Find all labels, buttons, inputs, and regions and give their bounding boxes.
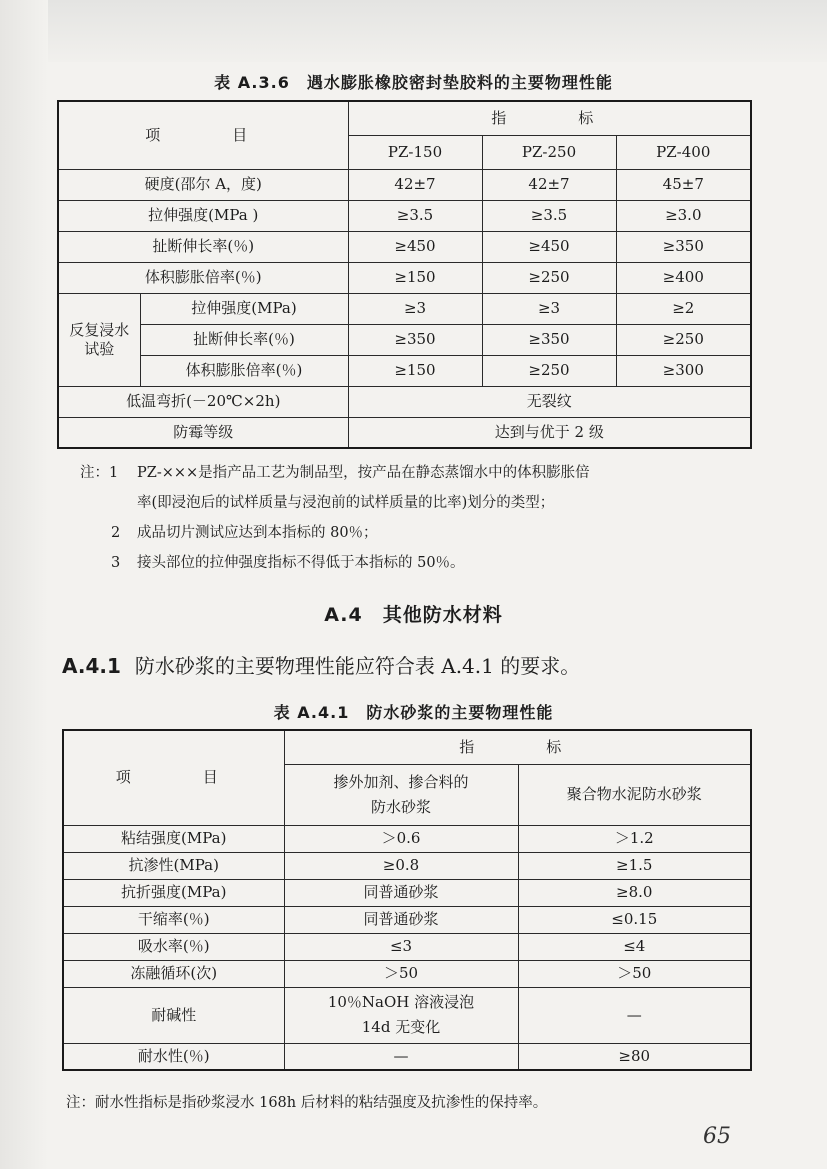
table1 <box>57 100 752 449</box>
table2-cell: ≥8.0 <box>518 879 751 906</box>
table1-cell: ≥250 <box>616 324 751 355</box>
group-label-line: 试验 <box>84 339 115 358</box>
table2-header-index: 指 标 <box>284 730 751 764</box>
note-text: 成品切片测试应达到本指标的 80％； <box>137 525 378 541</box>
table1-caption: 表 A.3.6 遇水膨胀橡胶密封垫胶料的主要物理性能 <box>214 73 613 92</box>
group-label-line: 反复浸水 <box>69 320 130 339</box>
table2-cell: ≥80 <box>518 1043 751 1070</box>
table1-row-name: 体积膨胀倍率(％) <box>58 262 348 293</box>
table1-cell: ≥250 <box>482 262 616 293</box>
table2-cell: 同普通砂浆 <box>284 879 518 906</box>
table2-row-name: 冻融循环(次) <box>63 960 284 987</box>
table2-header-item: 项 目 <box>63 730 284 825</box>
table2-cell: ≤3 <box>284 933 518 960</box>
table2-cell: ＞0.6 <box>284 825 518 852</box>
table1-cell: ≥3 <box>482 293 616 324</box>
cell-line: 10％NaOH 溶液浸泡 <box>327 993 475 1012</box>
note-text: PZ-×××是指产品工艺为制品型，按产品在静态蒸馏水中的体积膨胀倍 <box>137 465 590 481</box>
table1-cell: ≥3.5 <box>348 200 482 231</box>
table1-row-name: 扯断伸长率(％) <box>140 324 348 355</box>
note-item <box>80 518 590 548</box>
table1-cell: ≥300 <box>616 355 751 386</box>
table1-row-name: 硬度(邵尔 A，度) <box>58 169 348 200</box>
note-item <box>80 548 590 578</box>
clause-paragraph <box>62 650 580 679</box>
table1-model: PZ-150 <box>348 135 482 169</box>
table1-notes <box>80 458 590 578</box>
table1-cell: ≥350 <box>348 324 482 355</box>
note-number: 3 <box>111 555 121 571</box>
table1-cell: 45±7 <box>616 169 751 200</box>
table2-row-name: 干缩率(％) <box>63 906 284 933</box>
scan-shadow-left <box>0 0 48 1169</box>
table1-cell: ≥450 <box>482 231 616 262</box>
table1-cell: ≥150 <box>348 355 482 386</box>
table1-cell: ≥3 <box>348 293 482 324</box>
table2-row-name: 耐碱性 <box>63 987 284 1043</box>
table2-cell: — <box>518 987 751 1043</box>
table1-cell: ≥400 <box>616 262 751 293</box>
table2-row-name: 吸水率(％) <box>63 933 284 960</box>
note-text: 注：耐水性指标是指砂浆浸水 168h 后材料的粘结强度及抗渗性的保持率。 <box>66 1095 548 1111</box>
table2-cell: ≤0.15 <box>518 906 751 933</box>
table2 <box>62 729 752 1071</box>
col-header-line: 防水砂浆 <box>370 797 431 816</box>
table1-cell: 42±7 <box>482 169 616 200</box>
table1-cell: ≥350 <box>482 324 616 355</box>
table2-col-header <box>284 764 518 825</box>
table1-cell: ≥450 <box>348 231 482 262</box>
table2-cell: ≥1.5 <box>518 852 751 879</box>
table2-cell: ≥0.8 <box>284 852 518 879</box>
table2-cell <box>284 987 518 1043</box>
table1-cell: 42±7 <box>348 169 482 200</box>
notes-label: 注： <box>80 465 109 481</box>
table2-row-name: 抗折强度(MPa) <box>63 879 284 906</box>
table1-row-name: 体积膨胀倍率(％) <box>140 355 348 386</box>
section-title: 其他防水材料 <box>382 604 503 626</box>
table1-cell: ≥3.0 <box>616 200 751 231</box>
table2-cell: ＞50 <box>284 960 518 987</box>
table1-row-name: 低温弯折(－20℃×2h) <box>58 386 348 417</box>
table2-row-name: 粘结强度(MPa) <box>63 825 284 852</box>
col-header-line: 掺外加剂、掺合料的 <box>333 772 469 791</box>
cell-line: 14d 无变化 <box>361 1018 441 1036</box>
table1-cell: 无裂纹 <box>348 386 751 417</box>
table2-col-header: 聚合物水泥防水砂浆 <box>518 764 751 825</box>
table1-model: PZ-250 <box>482 135 616 169</box>
note-text: 率(即浸泡后的试样质量与浸泡前的试样质量的比率)划分的类型； <box>137 495 555 511</box>
table1-row-name: 拉伸强度(MPa) <box>140 293 348 324</box>
table2-row-name: 抗渗性(MPa) <box>63 852 284 879</box>
table2-cell: — <box>284 1043 518 1070</box>
table1-cell: ≥3.5 <box>482 200 616 231</box>
table1-model: PZ-400 <box>616 135 751 169</box>
scan-shadow-top <box>0 0 827 62</box>
table1-cell: ≥150 <box>348 262 482 293</box>
table2-caption: 表 A.4.1 防水砂浆的主要物理性能 <box>273 703 554 722</box>
note-text: 接头部位的拉伸强度指标不得低于本指标的 50％。 <box>137 555 465 571</box>
note-item <box>80 458 590 488</box>
section-heading <box>0 600 827 627</box>
table1-header-item: 项 目 <box>58 101 348 169</box>
table1-row-name: 防霉等级 <box>58 417 348 448</box>
table2-cell: ＞1.2 <box>518 825 751 852</box>
table2-row-name: 耐水性(％) <box>63 1043 284 1070</box>
note-item-continuation <box>80 488 590 518</box>
table2-cell: 同普通砂浆 <box>284 906 518 933</box>
table1-row-name: 拉伸强度(MPa ) <box>58 200 348 231</box>
clause-number: A.4.1 <box>62 654 121 678</box>
table1-cell: 达到与优于 2 级 <box>348 417 751 448</box>
clause-text: 防水砂浆的主要物理性能应符合表 A.4.1 的要求。 <box>134 654 581 678</box>
section-number: A.4 <box>324 604 363 626</box>
table2-cell: ＞50 <box>518 960 751 987</box>
table1-header-index: 指 标 <box>348 101 751 135</box>
table1-cell: ≥250 <box>482 355 616 386</box>
note-number: 1 <box>109 465 119 481</box>
table1-group-label <box>58 293 140 386</box>
note-number: 2 <box>111 525 121 541</box>
table1-cell: ≥2 <box>616 293 751 324</box>
table1-cell: ≥350 <box>616 231 751 262</box>
table2-note <box>66 1088 547 1118</box>
table2-cell: ≤4 <box>518 933 751 960</box>
table1-row-name: 扯断伸长率(％) <box>58 231 348 262</box>
page-number: 65 <box>703 1124 731 1149</box>
